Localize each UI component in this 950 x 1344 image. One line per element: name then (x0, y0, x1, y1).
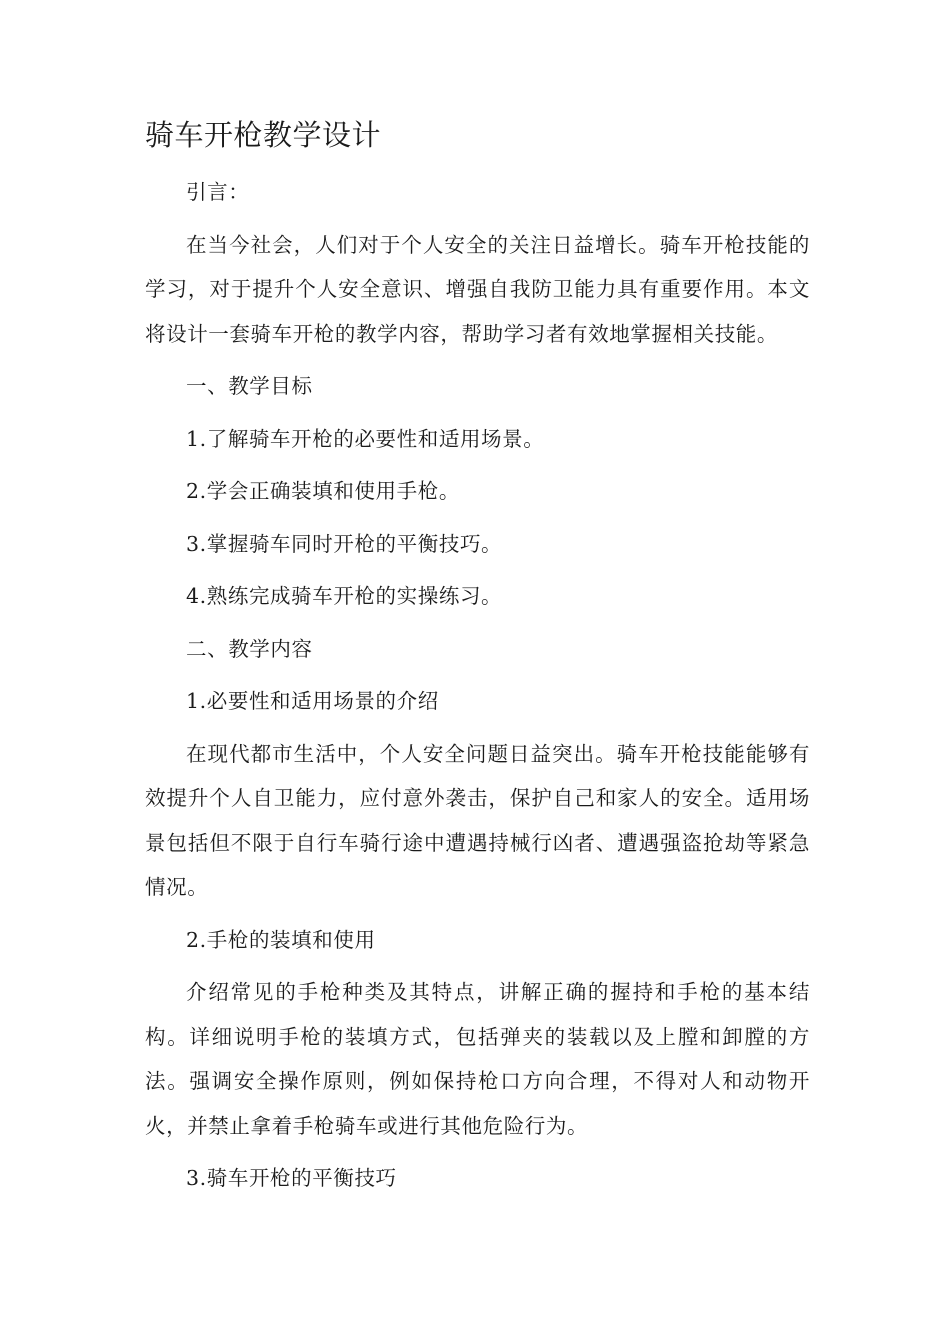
subsection-paragraph: 在现代都市生活中，个人安全问题日益突出。骑车开枪技能能够有效提升个人自卫能力，应付意外袭击，保护自己和家人的安全。适用场景包括但不限于自行车骑行途中遭遇持械行凶者、遭遇强盗抢劫等紧急情况。 (145, 741, 810, 899)
objective-item: 1.了解骑车开枪的必要性和适用场景。 (186, 426, 545, 451)
intro-label: 引言： (186, 180, 250, 204)
objective-item: 3.掌握骑车同时开枪的平衡技巧。 (186, 531, 503, 556)
section-heading-objectives: 一、教学目标 (186, 374, 313, 398)
objective-item: 2.学会正确装填和使用手枪。 (186, 479, 460, 503)
intro-paragraph: 在当今社会，人们对于个人安全的关注日益增长。骑车开枪技能的学习，对于提升个人安全意识、增强自我防卫能力具有重要作用。本文将设计一套骑车开枪的教学内容，帮助学习者有效地掌握相关技能。 (145, 232, 810, 346)
subsection-heading: 2.手枪的装填和使用 (186, 927, 376, 952)
objective-item: 4.熟练完成骑车开枪的实操练习。 (186, 584, 503, 608)
subsection-heading: 3.骑车开枪的平衡技巧 (186, 1166, 397, 1190)
subsection-paragraph: 介绍常见的手枪种类及其特点，讲解正确的握持和手枪的基本结构。详细说明手枪的装填方式，包括弹夹的装载以及上膛和卸膛的方法。强调安全操作原则，例如保持枪口方向合理，不得对人和动物开火，并禁止拿着手枪骑车或进行其他危险行为。 (145, 980, 810, 1138)
subsection-heading: 1.必要性和适用场景的介绍 (186, 689, 439, 713)
document-body (145, 112, 810, 1209)
document-title: 骑车开枪教学设计 (145, 118, 382, 152)
section-heading-content: 二、教学内容 (186, 636, 313, 661)
